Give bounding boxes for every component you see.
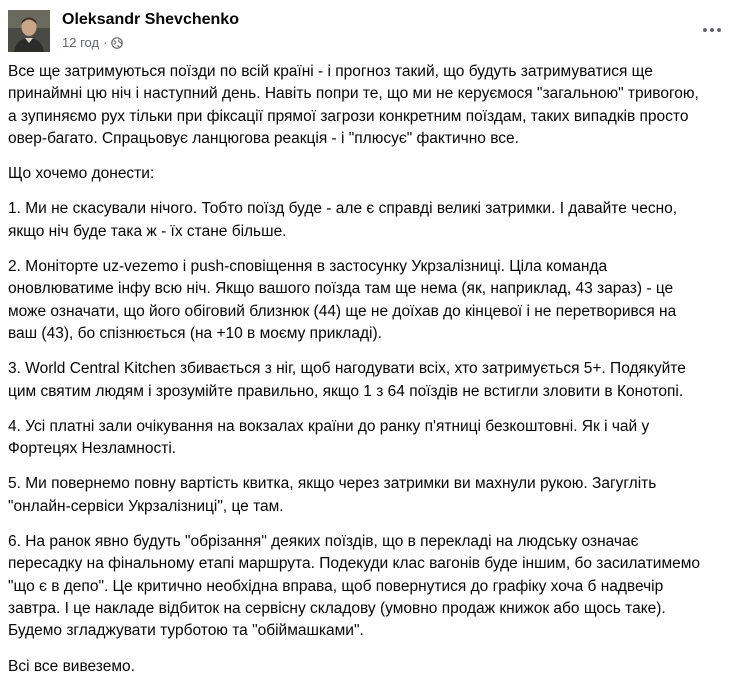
more-horizontal-icon (710, 28, 714, 32)
post-paragraph (8, 163, 732, 185)
post-text-line: Фортецях Незламності. (8, 440, 177, 458)
post-paragraph (8, 531, 732, 642)
post-paragraph (8, 358, 732, 403)
post-text-line: цим святим людям і зрозумійте правильно, якщо 1 з 64 поїздів не встигли зловити в Конотопі. (8, 382, 684, 400)
post-text-line: 5. Ми повернемо повну вартість квитка, якщо через затримки ви махнули рукою. Загугліть (8, 475, 657, 493)
post-text-line: "онлайн-сервіси Укрзалізниці", це там. (8, 497, 284, 515)
post-text-line: овер-багато. Спрацьовує ланцюгова реакція - і "плюсує" фактично все. (8, 129, 519, 147)
avatar-image (8, 10, 50, 52)
more-horizontal-icon (717, 28, 721, 32)
post-body (8, 61, 732, 691)
post-text-line: оновлюватиме інфу всю ніч. Якщо вашого поїзда там ще нема (як, наприклад, 43 зараз) - це (8, 280, 674, 298)
globe-icon[interactable] (111, 37, 123, 49)
post-meta (62, 35, 123, 50)
post-text-line: 3. World Central Kitchen збивається з ніг, щоб нагодувати всіх, хто затримується 5+. Подякуйте (8, 360, 686, 378)
post-text-line: пересадку на фінальному етапі маршрута. Подекуди клас вагонів буде іншим, бо засилатимемо (8, 555, 701, 573)
post-timestamp[interactable]: 12 год (62, 35, 100, 50)
post-text-line: завтра. І це накладе відбиток на сервісну складову (умовно продаж книжок або щось таке). (8, 599, 666, 617)
post-text-line: Що хочемо донести: (8, 165, 155, 183)
post-text-line: якщо ніч буде така ж - їх стане більше. (8, 222, 287, 240)
post-text-line: Все ще затримуються поїзди по всій країні - і прогноз такий, що будуть затримуватися ще (8, 63, 653, 80)
post-paragraph (8, 656, 732, 678)
post-paragraph (8, 473, 732, 518)
post-text-line: 6. На ранок явно будуть "обрізання" деяких поїздів, що в перекладі на людську означає (8, 533, 639, 551)
post-paragraph (8, 198, 732, 243)
more-options-button[interactable] (696, 14, 728, 46)
post-paragraph (8, 61, 732, 150)
post-text-line: 1. Ми не скасували нічого. Тобто поїзд буде - але є справді великі затримки. І давайте чесно, (8, 200, 678, 218)
meta-separator: · (103, 35, 108, 50)
post-text-line: Будемо згладжувати турботою та "обіймашками". (8, 622, 364, 640)
avatar[interactable] (8, 10, 50, 52)
more-horizontal-icon (703, 28, 707, 32)
post-text-line: 2. Моніторте uz-vezemo і push-сповіщення в застосунку Укрзалізниці. Ціла команда (8, 258, 608, 276)
post-text-line: може означати, що його обіговий близнюк (44) ще не доїхав до кінцевої і не перетворився на (8, 302, 677, 320)
post-text-line: Всі все вивеземо. (8, 657, 135, 675)
post-paragraph (8, 256, 732, 345)
post-header (8, 8, 732, 56)
post-paragraph (8, 416, 732, 461)
post-text-line: "що є в депо". Це критично необхідна вправа, щоб повернутися до графіку хоча б надвечір (8, 577, 664, 595)
post-text-line: принаймні цю ніч і наступний день. Навіть попри те, що ми не керуємося "загальною" тривогою, (8, 85, 699, 103)
post-text-line: а зупиняємо рух тільки при фіксації прямої загрози конкретним поїздам, таких випадків просто (8, 107, 689, 125)
author-name[interactable]: Oleksandr Shevchenko (62, 11, 239, 28)
post-text-line: 4. Усі платні зали очікування на вокзалах країни до ранку п'ятниці безкоштовні. Як і чай у (8, 417, 650, 435)
post-text-line: ваш (43), бо спізнюється (на +10 в моєму прикладі). (8, 324, 382, 342)
